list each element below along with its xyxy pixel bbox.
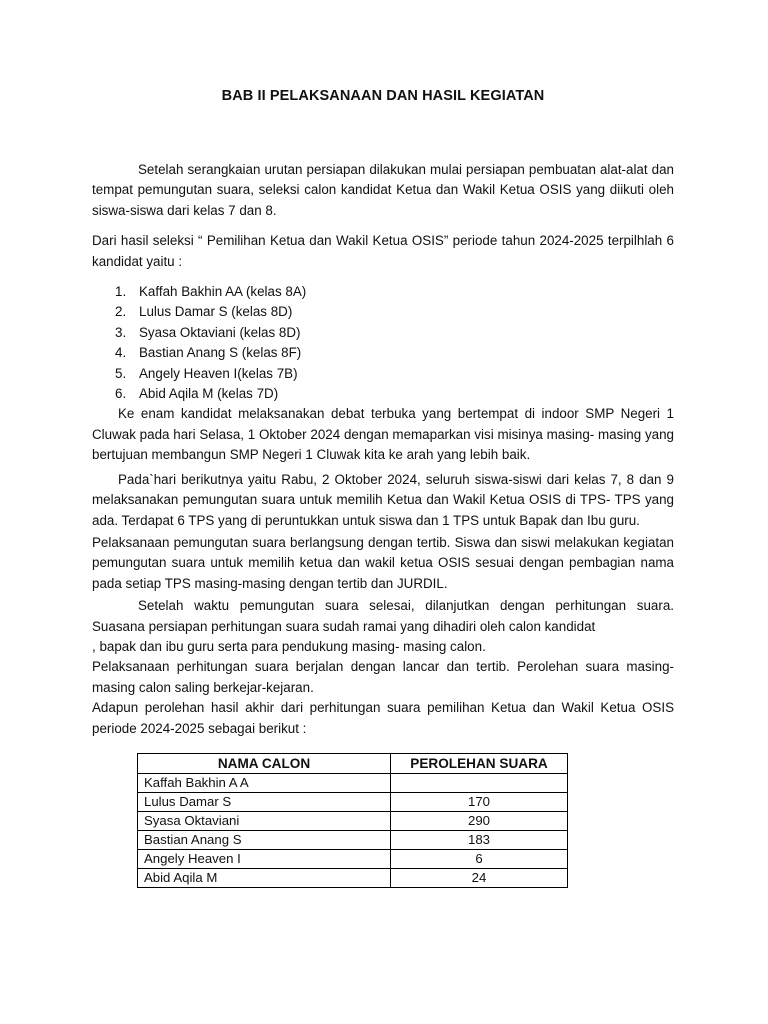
- paragraph-voting-process: Pelaksanaan pemungutan suara berlangsung dengan tertib. Siswa dan siswi melakukan kegiatan pemungutan suara untuk memilih ketua dan wakil ketua OSIS sesuai dengan pembagian nama pada setiap TPS masing-masing dengan tertib dan JURDIL.: [92, 534, 674, 591]
- paragraph-debate: Ke enam kandidat melaksanakan debat terbuka yang bertempat di indoor SMP Negeri 1 Cluwak pada hari Selasa, 1 Oktober 2024 dengan memaparkan visi misinya masing- masing yang bertujuan membangun SMP Negeri 1 Cluwak kita ke arah yang lebih baik.: [92, 406, 674, 463]
- cell-name: Bastian Anang S: [138, 830, 391, 849]
- paragraph-final-result: Adapun perolehan hasil akhir dari perhitungan suara pemilihan Ketua dan Wakil Ketua OSIS periode 2024-2025 sebagai berikut :: [92, 700, 674, 736]
- table-header-row: [138, 753, 568, 773]
- paragraph-intro: Setelah serangkaian urutan persiapan dilakukan mulai persiapan pembuatan alat-alat dan tempat pemungutan suara, seleksi calon kandidat Ketua dan Wakil Ketua OSIS yang diikuti oleh siswa-siswa dari kelas 7 dan 8.: [92, 162, 674, 218]
- cell-name: Syasa Oktaviani: [138, 811, 391, 830]
- cell-name: Kaffah Bakhin A A: [138, 773, 391, 792]
- column-header-votes: PEROLEHAN SUARA: [391, 753, 568, 773]
- table-row: [138, 868, 568, 887]
- list-item: 2. Lulus Damar S (kelas 8D): [115, 304, 293, 320]
- paragraph-counting-result: Pelaksanaan perhitungan suara berjalan dengan lancar dan tertib. Perolehan suara masing-masing calon saling berkejar-kejaran.: [92, 659, 674, 695]
- column-header-name: NAMA CALON: [138, 753, 391, 773]
- list-item: 3. Syasa Oktaviani (kelas 8D): [115, 324, 301, 340]
- list-item: 1. Kaffah Bakhin AA (kelas 8A): [115, 284, 307, 300]
- list-item: 5. Angely Heaven I(kelas 7B): [115, 365, 298, 381]
- paragraph-selection: Dari hasil seleksi “ Pemilihan Ketua dan Wakil Ketua OSIS” periode tahun 2024-2025 terpilhlah 6 kandidat yaitu :: [92, 233, 674, 269]
- vote-results-table: [137, 753, 568, 888]
- chapter-title: BAB II PELAKSANAAN DAN HASIL KEGIATAN: [221, 88, 545, 104]
- cell-name: Abid Aqila M: [138, 868, 391, 887]
- paragraph-counting: Setelah waktu pemungutan suara selesai, dilanjutkan dengan perhitungan suara. Suasana persiapan perhitungan suara sudah ramai yang dihadiri oleh calon kandidat: [92, 598, 674, 634]
- cell-votes: 183: [391, 830, 568, 849]
- list-item: 4. Bastian Anang S (kelas 8F): [115, 345, 302, 361]
- candidate-list: [92, 282, 674, 404]
- cell-votes: 24: [391, 868, 568, 887]
- cell-votes: [391, 773, 568, 792]
- list-item: 6. Abid Aqila M (kelas 7D): [115, 386, 279, 402]
- cell-votes: 6: [391, 849, 568, 868]
- cell-votes: 290: [391, 811, 568, 830]
- cell-votes: 170: [391, 792, 568, 811]
- table-row: [138, 773, 568, 792]
- document-body: [92, 88, 674, 888]
- table-row: [138, 849, 568, 868]
- table-row: [138, 830, 568, 849]
- table-row: [138, 792, 568, 811]
- table-row: [138, 811, 568, 830]
- cell-name: Lulus Damar S: [138, 792, 391, 811]
- paragraph-voting-day: Pada`hari berikutnya yaitu Rabu, 2 Oktober 2024, seluruh siswa-siswi dari kelas 7, 8 dan 9 melaksanakan pemungutan suara untuk memilih Ketua dan Wakil Ketua OSIS di TPS- TPS yang ada. Terdapat 6 TPS yang di peruntukkan untuk siswa dan 1 TPS untuk Bapak dan Ibu guru.: [92, 471, 674, 528]
- cell-name: Angely Heaven I: [138, 849, 391, 868]
- paragraph-attendees: , bapak dan ibu guru serta para pendukung masing- masing calon.: [92, 638, 486, 654]
